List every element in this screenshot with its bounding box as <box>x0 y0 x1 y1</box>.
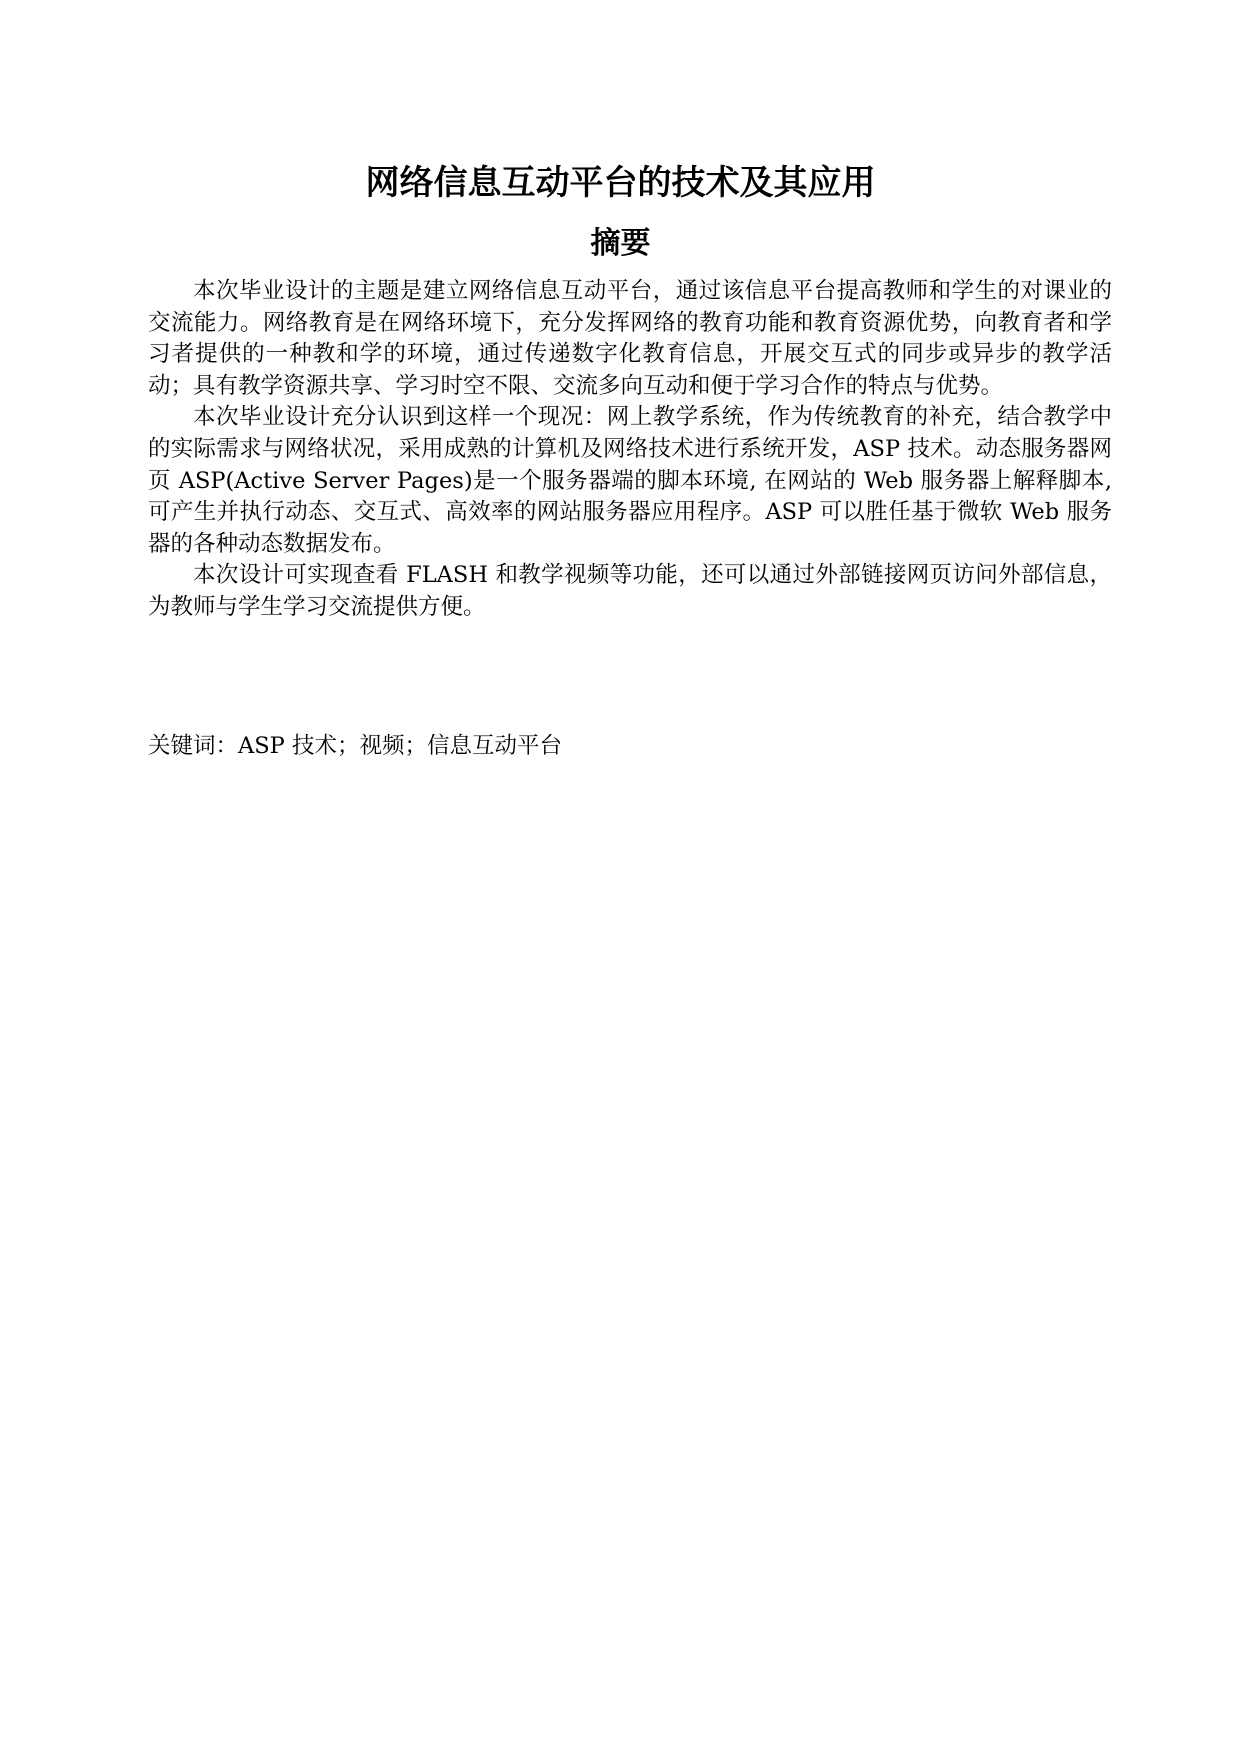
document-title: 网络信息互动平台的技术及其应用 <box>365 163 876 203</box>
keywords-line: 关键词：ASP 技术；视频；信息互动平台 <box>148 733 562 759</box>
abstract-paragraph: 本次毕业设计的主题是建立网络信息互动平台，通过该信息平台提高教师和学生的对课业的交流能力。网络教育是在网络环境下，充分发挥网络的教育功能和教育资源优势，向教育者和学习者提供的一种教和学的环境，通过传递数字化教育信息，开展交互式的同步或异步的教学活动；具有教学资源共享、学习时空不限、交流多向互动和便于学习合作的特点与优势。 <box>148 278 1112 399</box>
abstract-paragraph: 本次设计可实现查看 FLASH 和教学视频等功能，还可以通过外部链接网页访问外部信息，为教师与学生学习交流提供方便。 <box>148 562 1112 620</box>
abstract-paragraph: 本次毕业设计充分认识到这样一个现况：网上教学系统，作为传统教育的补充，结合教学中的实际需求与网络状况，采用成熟的计算机及网络技术进行系统开发，ASP 技术。动态服务器网页 ASP(Active Server Pages)是一个服务器端的脚本环境, 在网站的 Web 服务器上解释脚本, 可产生并执行动态、交互式、高效率的网站服务器应用程序。ASP 可以胜任基于微软 Web 服务器的各种动态数据发布。 <box>148 404 1112 557</box>
abstract-body <box>148 276 1112 624</box>
abstract-heading: 摘要 <box>590 226 651 261</box>
